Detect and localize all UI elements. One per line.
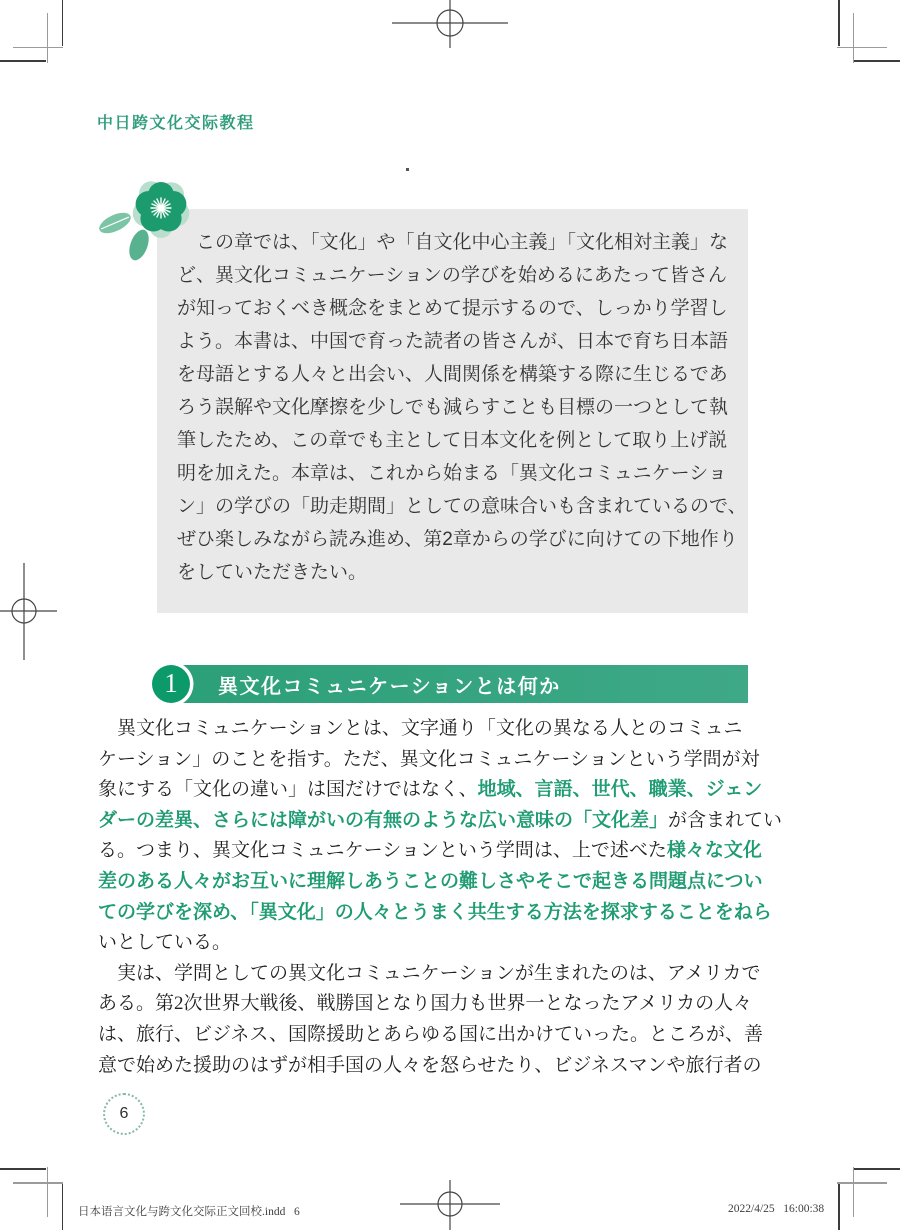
text-line: 意で始めた援助のはずが相手国の人々を怒らせたり、ビジネスマンや旅行者の (98, 1054, 762, 1076)
stray-dot (406, 168, 409, 171)
text-line: をしていただきたい。 (177, 562, 368, 583)
book-title: 中日跨文化交际教程 (97, 115, 255, 132)
text-line: 差のある人々がお互いに理解しあうことの難しさやそこで起きる問題点につい (98, 870, 763, 892)
section-1-title: 異文化コミュニケーションとは何か (218, 675, 561, 698)
text-line: は、旅行、ビジネス、国際援助とあらゆる国に出かけていった。ところが、善 (98, 1023, 764, 1045)
text-line: いとしている。 (98, 932, 232, 954)
flower-ornament-icon (93, 166, 219, 278)
text-line: ろう誤解や文化摩擦を少しでも減らすことも目標の一つとして執 (177, 397, 729, 418)
text-line: よう。本書は、中国で育った読者の皆さんが、日本で育ち日本語 (177, 331, 729, 352)
text-line: 筆したため、この章でも主として日本文化を例として取り上げ説 (177, 430, 728, 451)
intro-box-text (177, 226, 747, 589)
text-line: が知っておくべき概念をまとめて提示するので、しっかり学習し (177, 298, 728, 319)
registration-crosshair-icon (392, 0, 508, 48)
text-line: ケーション」のことを指す。ただ、異文化コミュニケーションという学問が対 (98, 748, 760, 770)
text-line: ダーの差異、さらには障がいの有無のような広い意味の「文化差」が含まれてい (98, 809, 783, 831)
text-line: ン」の学びの「助走期間」としての意味合いも含まれているので、 (177, 496, 747, 517)
text-line: 異文化コミュニケーションとは、文字通り「文化の異なる人とのコミュニ (98, 718, 743, 739)
registration-crosshair-icon (400, 1180, 500, 1230)
text-line: 明を加えた。本章は、これから始まる「異文化コミュニケーショ (177, 463, 727, 484)
footer-file-info: 日本语言文化与跨文化交际正文回校.indd 6 (78, 1206, 300, 1218)
body-text (98, 714, 783, 1081)
registration-crosshair-icon (0, 563, 57, 660)
text-line: る。つまり、異文化コミュニケーションという学問は、上で述べた様々な文化 (98, 840, 762, 862)
section-1-header-bar (163, 665, 748, 703)
text-line: ぜひ楽しみながら読み進め、第2章からの学びに向けての下地作り (177, 529, 738, 550)
text-line: を母語とする人々と出会い、人間関係を構築する際に生じるであ (177, 364, 728, 385)
page-number-badge (103, 1093, 145, 1135)
page-number: 6 (119, 1105, 129, 1122)
text-line: この章では、「文化」や「自文化中心主義」「文化相対主義」な (177, 232, 729, 253)
text-line: ど、異文化コミュニケーションの学びを始めるにあたって皆さん (177, 265, 727, 286)
text-line: ある。第2次世界大戦後、戦勝国となり国力も世界一となったアメリカの人々 (98, 993, 753, 1015)
footer-timestamp: 2022/4/25 16:00:38 (728, 1203, 825, 1215)
section-1-number-badge (152, 665, 190, 703)
section-1-number: 1 (164, 667, 178, 698)
text-line: ての学びを深め、「異文化」の人々とうまく共生する方法を探求することをねら (98, 901, 772, 923)
text-line: 実は、学問としての異文化コミュニケーションが生まれたのは、アメリカで (98, 962, 761, 984)
text-line: 象にする「文化の違い」は国だけではなく、地域、言語、世代、職業、ジェン (98, 779, 763, 801)
